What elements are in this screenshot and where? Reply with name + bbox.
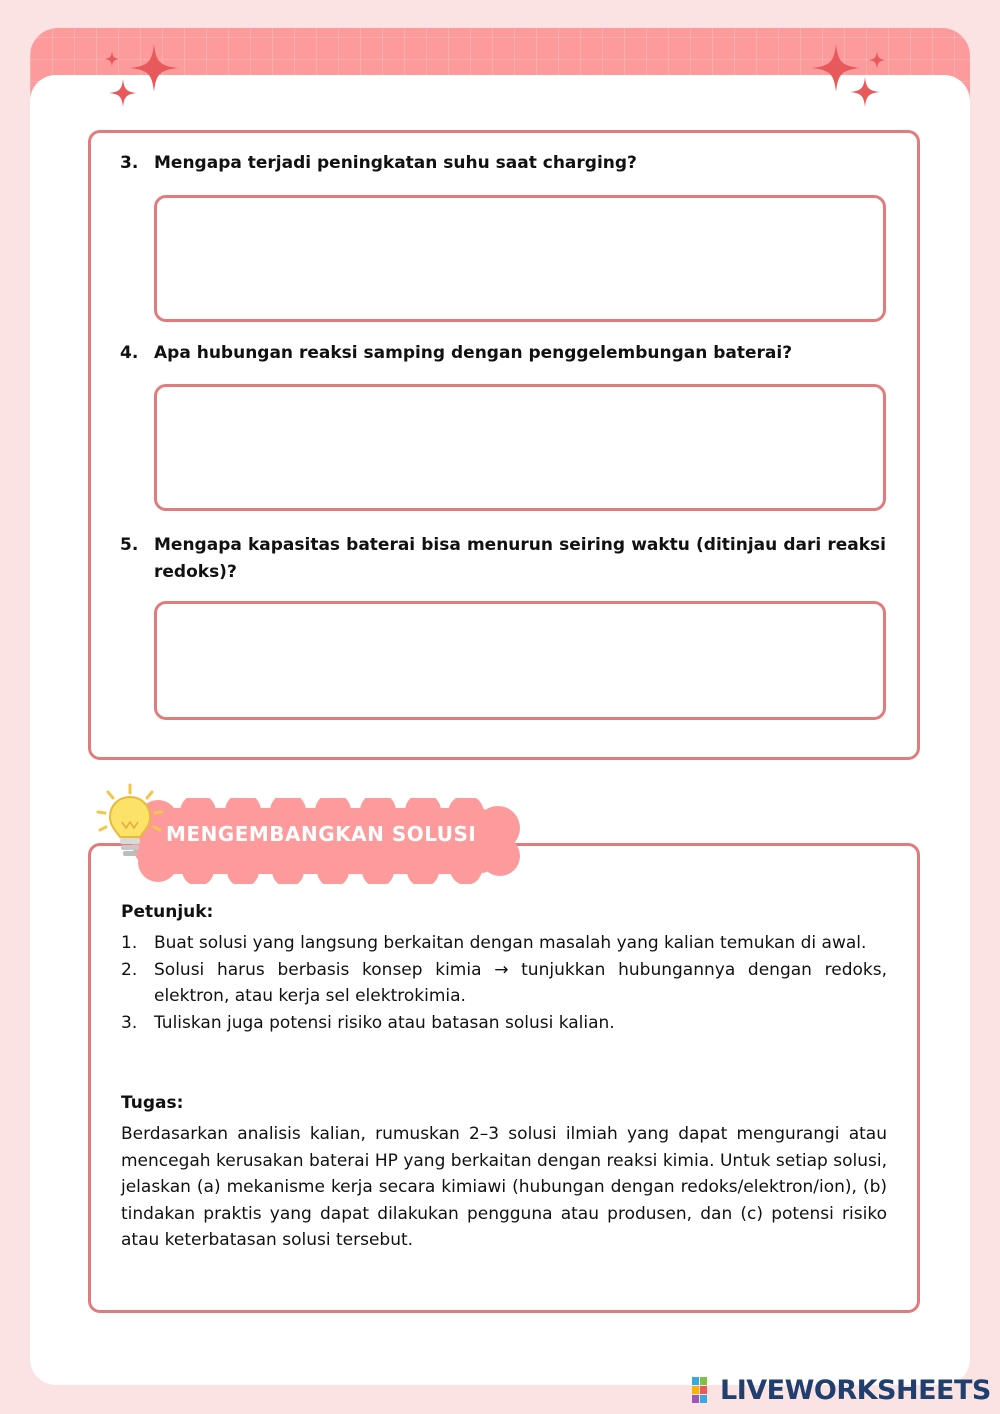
question-number: 3.: [120, 153, 139, 173]
answer-box-3[interactable]: [154, 195, 886, 322]
list-text: Buat solusi yang langsung berkaitan dengan masalah yang kalian temukan di awal.: [154, 933, 867, 953]
sparkle-icon: [850, 77, 880, 107]
list-number: 2.: [121, 959, 138, 980]
question-number: 4.: [120, 343, 139, 363]
petunjuk-list: [121, 930, 887, 1036]
liveworksheets-icon: [692, 1377, 716, 1403]
question-5: [120, 532, 886, 586]
list-number: 3.: [121, 1012, 138, 1033]
list-text: Tuliskan juga potensi risiko atau batasan solusi kalian.: [154, 1012, 615, 1033]
sparkle-icon: [868, 51, 886, 69]
question-text: Apa hubungan reaksi samping dengan penggelembungan baterai?: [154, 343, 793, 363]
sparkle-icon: [109, 79, 137, 107]
petunjuk-label: Petunjuk:: [121, 902, 214, 922]
lightbulb-icon: [94, 782, 166, 864]
question-text: Mengapa kapasitas baterai bisa menurun seiring waktu (ditinjau dari reaksi redoks)?: [154, 535, 886, 582]
answer-box-5[interactable]: [154, 601, 886, 720]
liveworksheets-logo: [692, 1374, 991, 1406]
question-number: 5.: [120, 535, 139, 555]
question-4: [120, 340, 886, 367]
tugas-text: Berdasarkan analisis kalian, rumuskan 2–3 solusi ilmiah yang dapat mengurangi atau mencegah kerusakan baterai HP yang berkaitan dengan reaksi kimia. Untuk setiap solusi, jelaskan (a) mekanisme kerja secara kimiawi (hubungan dengan redoks/elektron/ion), (b) tindakan praktis yang dapat dilakukan pengguna atau produsen, dan (c) potensi risiko atau keterbatasan solusi tersebut.: [121, 1124, 887, 1250]
list-item: [121, 930, 887, 957]
answer-box-4[interactable]: [154, 384, 886, 511]
brand-name: LIVEWORKSHEETS: [720, 1374, 991, 1406]
list-number: 1.: [121, 933, 138, 953]
list-item: [121, 1010, 887, 1037]
question-text: Mengapa terjadi peningkatan suhu saat charging?: [154, 153, 637, 173]
tugas-label: Tugas:: [121, 1093, 184, 1113]
sparkle-icon: [104, 51, 120, 67]
list-item: [121, 957, 887, 1010]
question-3: [120, 150, 886, 177]
list-text: Solusi harus berbasis konsep kimia → tunjukkan hubungannya dengan redoks, elektron, atau kerja sel elektrokimia.: [154, 959, 887, 1006]
section-title: MENGEMBANGKAN SOLUSI: [166, 822, 477, 846]
sparkle-icon: [130, 44, 178, 92]
